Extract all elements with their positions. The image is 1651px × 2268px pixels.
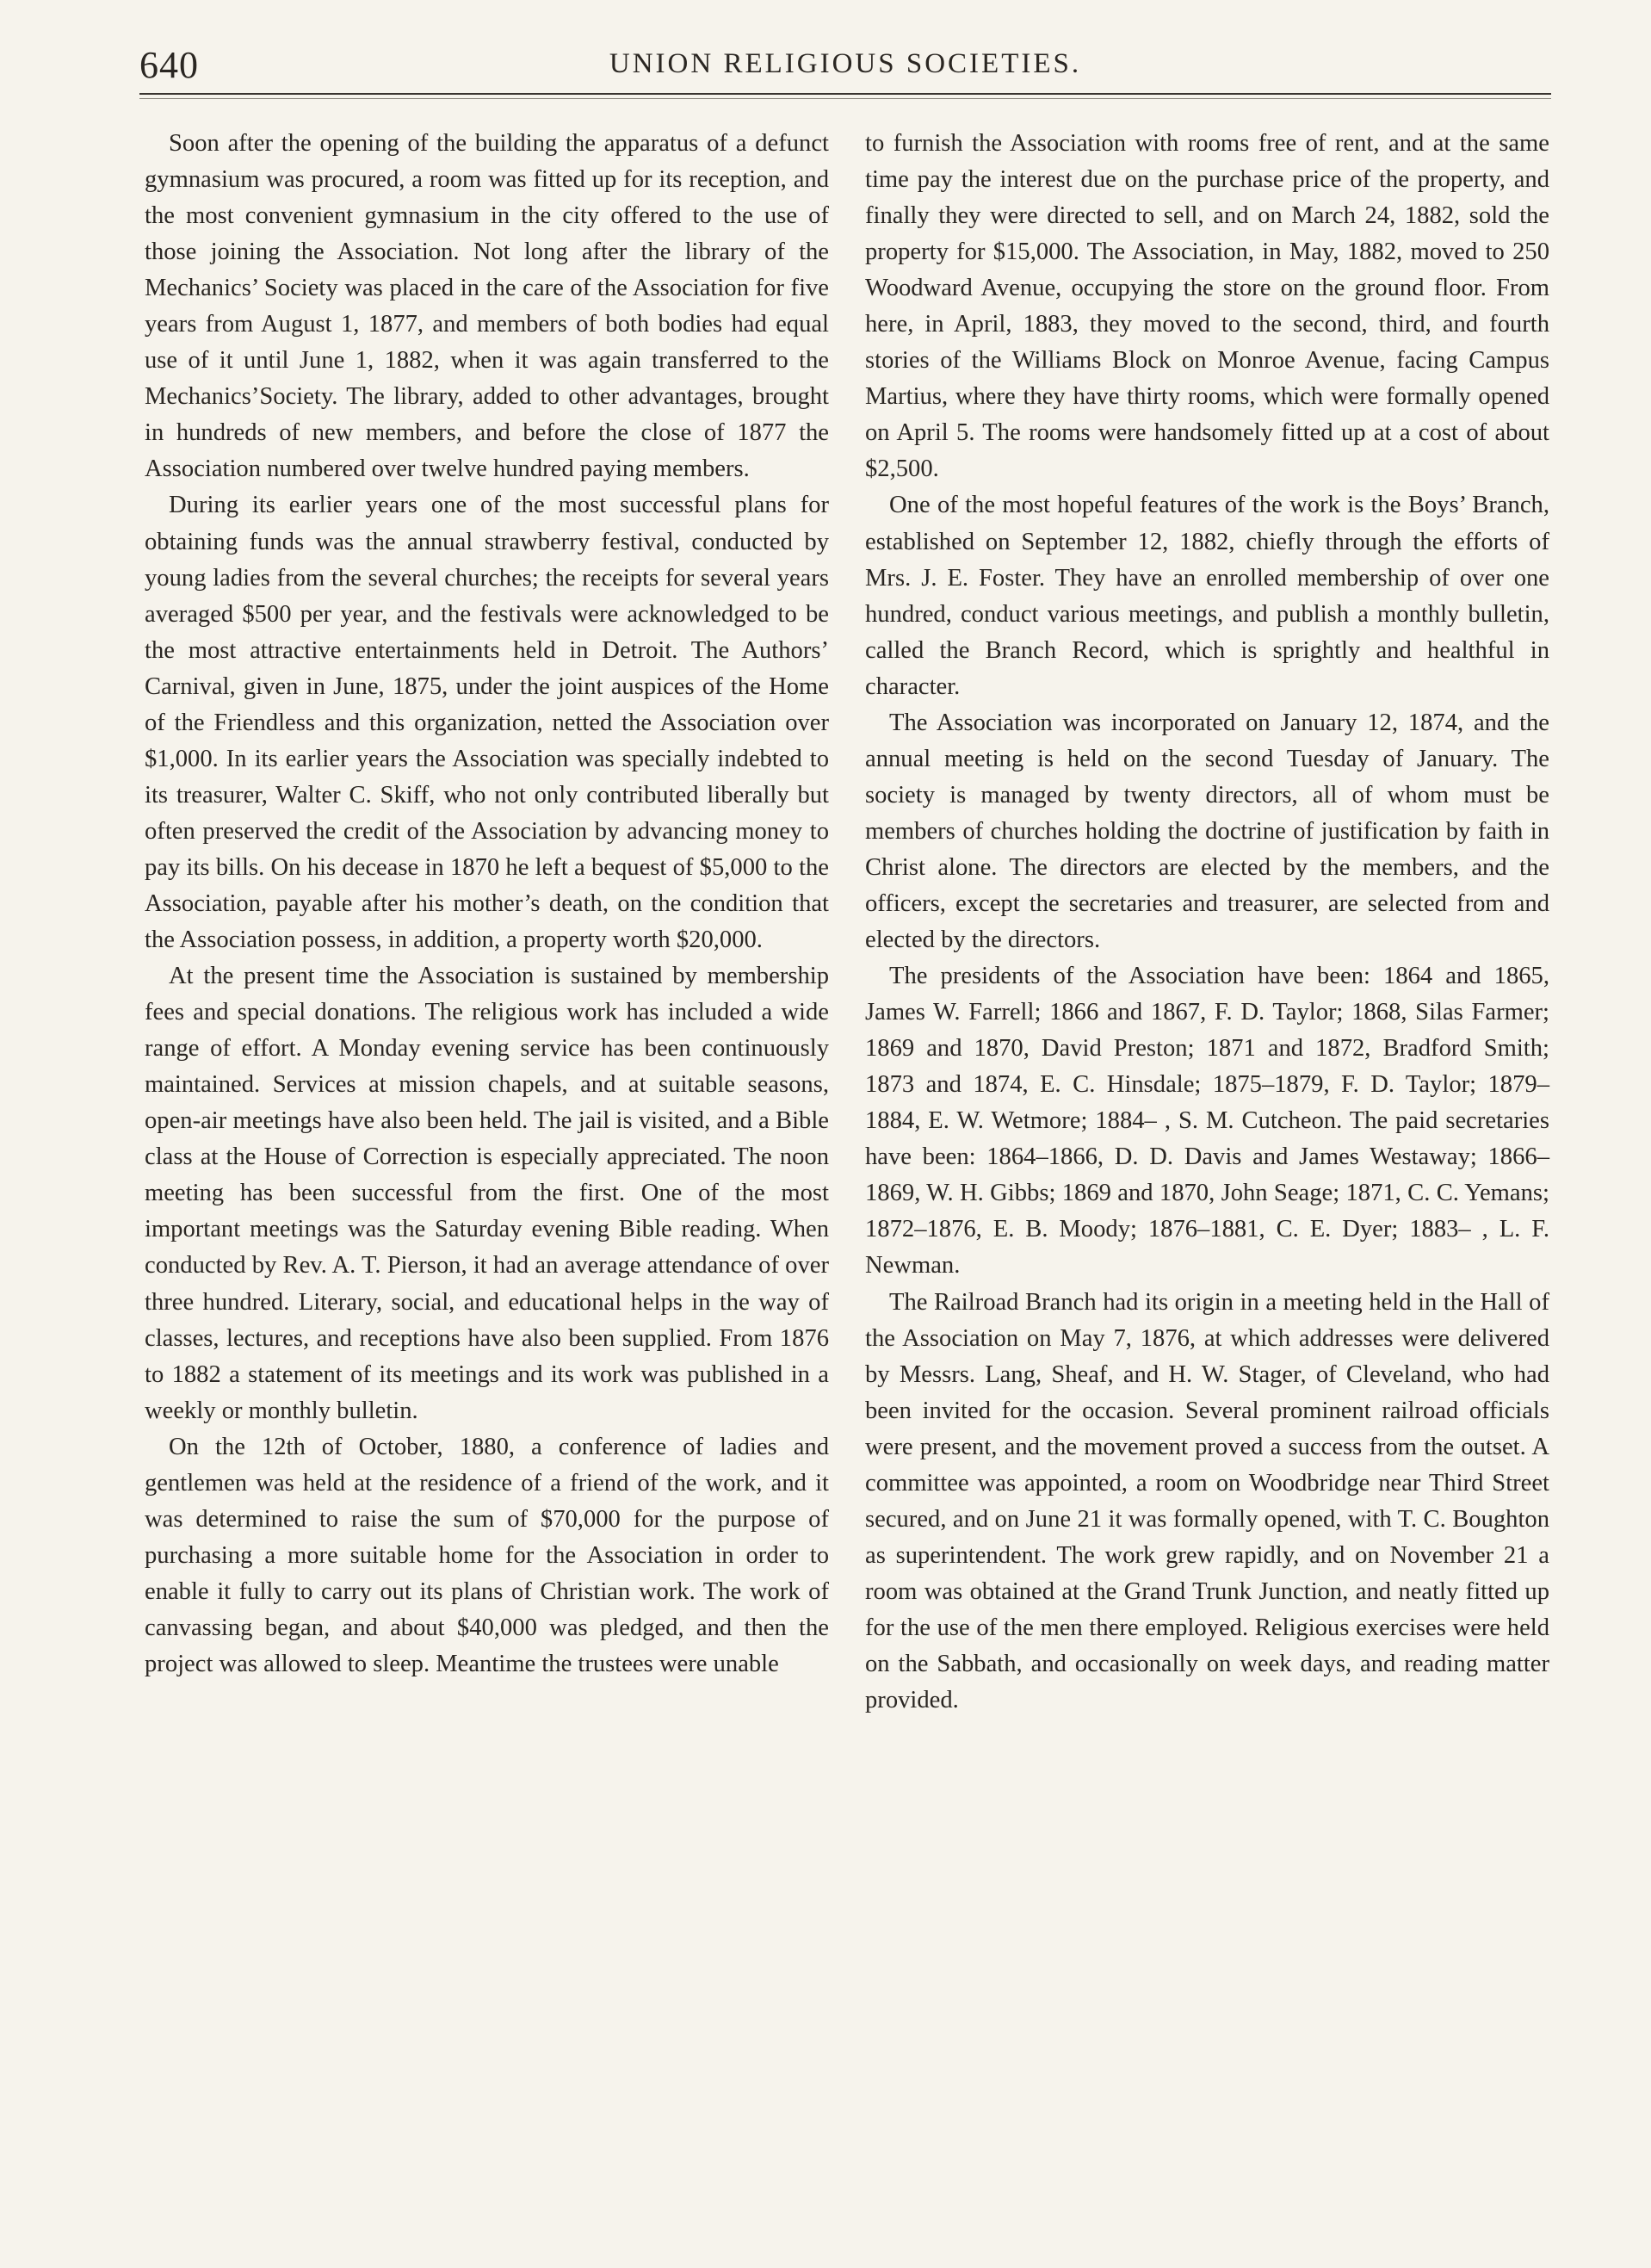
running-head: UNION RELIGIOUS SOCIETIES. [609, 48, 1082, 79]
paragraph-continued: to furnish the Association with rooms free of rent, and at the same time pay the interest due on the purchase price of the property, and finally they were directed to sell, and on March 24, 1882, sold the property for $15,000. The Association, in May, 1882, moved to 250 Woodward Avenue, occupying the store on the ground floor. From here, in April, 1883, they moved to the second, third, and fourth stories of the Williams Block on Monroe Avenue, facing Campus Martius, where they have thirty rooms, which were formally opened on April 5. The rooms were handsomely fitted up at a cost of about $2,500. [865, 130, 1549, 483]
header-rule-thin [139, 98, 1551, 99]
paragraph: At the present time the Association is sustained by membership fees and special donations. The religious work has included a wide range of effort. A Monday evening service has been continuously maintained. Services at mission chapels, and at suitable seasons, open-air meetings have also been held. The jail is visited, and a Bible class at the House of Correction is especially appreciated. The noon meeting has been successful from the first. One of the most important meetings was the Saturday evening Bible reading. When conducted by Rev. A. T. Pierson, it had an average attendance of over three hundred. Literary, social, and educational helps in the way of classes, lectures, and receptions have also been supplied. From 1876 to 1882 a statement of its meetings and its work was published in a weekly or monthly bulletin. [145, 963, 829, 1424]
paragraph: The presidents of the Association have been: 1864 and 1865, James W. Farrell; 1866 and 1867, F. D. Taylor; 1868, Silas Farmer; 1869 and 1870, David Preston; 1871 and 1872, Bradford Smith; 1873 and 1874, E. C. Hinsdale; 1875–1879, F. D. Taylor; 1879–1884, E. W. Wetmore; 1884– , S. M. Cutcheon. The paid secretaries have been: 1864–1866, D. D. Davis and James Westaway; 1866–1869, W. H. Gibbs; 1869 and 1870, John Seage; 1871, C. C. Yemans; 1872–1876, E. B. Moody; 1876–1881, C. E. Dyer; 1883– , L. F. Newman. [865, 963, 1549, 1280]
right-column [865, 126, 1549, 1719]
paragraph: Soon after the opening of the building the apparatus of a defunct gymnasium was procured, a room was fitted up for its reception, and the most convenient gymnasium in the city offered to the use of those joining the Association. Not long after the library of the Mechanics’ Society was placed in the care of the Association for five years from August 1, 1877, and members of both bodies had equal use of it until June 1, 1882, when it was again transferred to the Mechanics’Society. The library, added to other advantages, brought in hundreds of new members, and before the close of 1877 the Association numbered over twelve hundred paying members. [145, 130, 829, 483]
page-number: 640 [139, 44, 199, 86]
paragraph: On the 12th of October, 1880, a conference of ladies and gentlemen was held at the residence of a friend of the work, and it was determined to raise the sum of $70,000 for the purpose of purchasing a more suitable home for the Association in order to enable it fully to carry out its plans of Christian work. The work of canvassing began, and about $40,000 was pledged, and then the project was allowed to sleep. Meantime the trustees were unable [145, 1433, 829, 1677]
header-rule [139, 93, 1551, 95]
page-header [139, 43, 1551, 91]
paragraph: The Railroad Branch had its origin in a meeting held in the Hall of the Association on May 7, 1876, at which addresses were delivered by Messrs. Lang, Sheaf, and H. W. Stager, of Cleveland, who had been invited for the occasion. Several prominent railroad officials were present, and the movement proved a success from the outset. A committee was appointed, a room on Woodbridge near Third Street secured, and on June 21 it was formally opened, with T. C. Boughton as superintendent. The work grew rapidly, and on November 21 a room was obtained at the Grand Trunk Junction, and neatly fitted up for the use of the men there employed. Religious exercises were held on the Sabbath, and occasionally on week days, and reading matter provided. [865, 1288, 1549, 1714]
paragraph: The Association was incorporated on January 12, 1874, and the annual meeting is held on the second Tuesday of January. The society is managed by twenty directors, all of whom must be members of churches holding the doctrine of justification by faith in Christ alone. The directors are elected by the members, and the officers, except the secretaries and treasurer, are selected from and elected by the directors. [865, 709, 1549, 954]
paragraph: One of the most hopeful features of the work is the Boys’ Branch, established on September 12, 1882, chiefly through the efforts of Mrs. J. E. Foster. They have an enrolled membership of over one hundred, conduct various meetings, and publish a monthly bulletin, called the Branch Record, which is sprightly and healthful in character. [865, 492, 1549, 700]
left-column [145, 126, 829, 1682]
paragraph: During its earlier years one of the most successful plans for obtaining funds was the annual strawberry festival, conducted by young ladies from the several churches; the receipts for several years averaged $500 per year, and the festivals were acknowledged to be the most attractive entertainments held in Detroit. The Authors’ Carnival, given in June, 1875, under the joint auspices of the Home of the Friendless and this organization, netted the Association over $1,000. In its earlier years the Association was specially indebted to its treasurer, Walter C. Skiff, who not only contributed liberally but often preserved the credit of the Association by advancing money to pay its bills. On his decease in 1870 he left a bequest of $5,000 to the Association, payable after his mother’s death, on the condition that the Association possess, in addition, a property worth $20,000. [145, 492, 829, 954]
